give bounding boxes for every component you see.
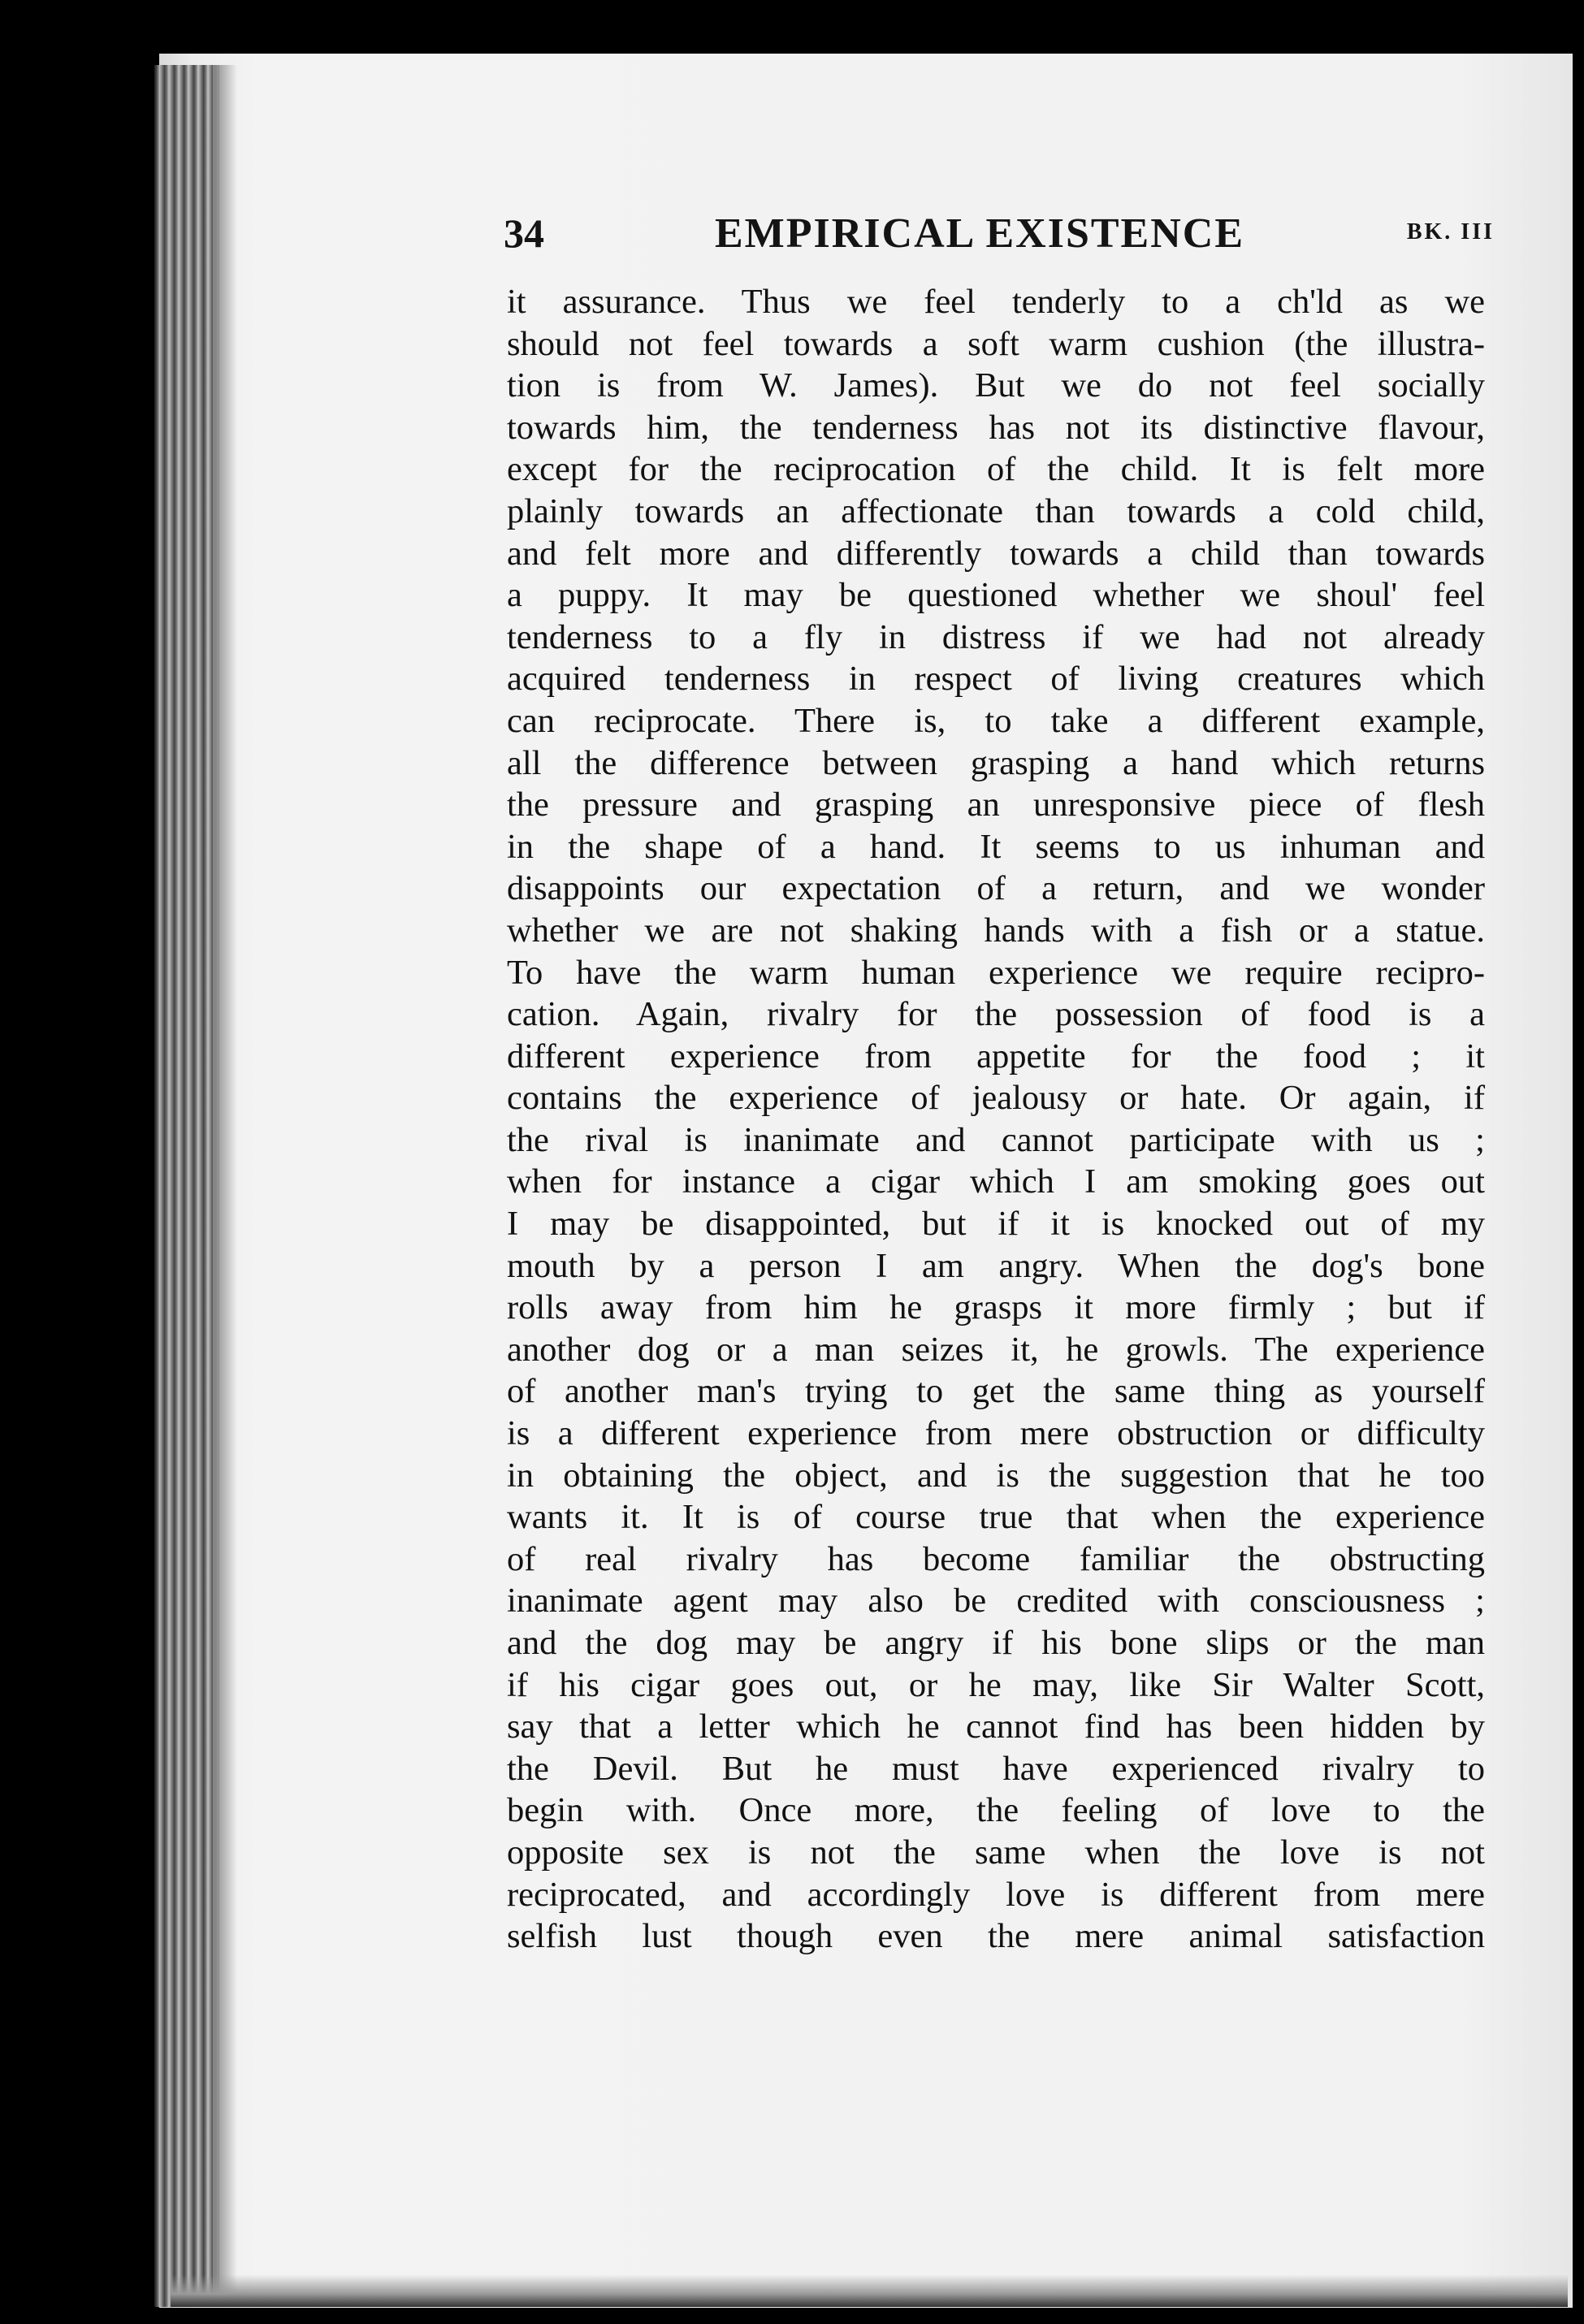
book-reference: BK. III [1406, 219, 1495, 245]
text-line: plainly towards an affectionate than towards a cold child, [507, 491, 1485, 530]
text-line: wants it. It is of course true that when the experience [507, 1498, 1485, 1537]
text-line: begin with. Once more, the feeling of love to the [507, 1791, 1485, 1830]
text-line: of another man's trying to get the same thing as yourself [507, 1372, 1485, 1411]
text-line: a puppy. It may be questioned whether we shoul' feel [507, 576, 1485, 615]
text-line: tenderness to a fly in distress if we had not already [507, 617, 1485, 656]
text-line: of real rivalry has become familiar the obstructing [507, 1539, 1485, 1578]
text-line: reciprocated, and accordingly love is different from mere [507, 1875, 1485, 1914]
page-number: 34 [504, 210, 544, 256]
text-line: selfish lust though even the mere animal satisfaction [507, 1917, 1485, 1956]
running-title: EMPIRICAL EXISTENCE [715, 210, 1245, 257]
text-line: the pressure and grasping an unresponsive piece of flesh [507, 785, 1485, 824]
text-line: and the dog may be angry if his bone slips or the man [507, 1624, 1485, 1662]
text-line: in the shape of a hand. It seems to us inhuman and [507, 827, 1485, 866]
text-line: whether we are not shaking hands with a fish or a statue. [507, 911, 1485, 950]
text-line: acquired tenderness in respect of living creatures which [507, 660, 1485, 699]
page-bottom-edge [171, 2274, 1568, 2307]
text-line: tion is from W. James). But we do not feel socially [507, 366, 1485, 405]
text-line: can reciprocate. There is, to take a different example, [507, 701, 1485, 740]
text-line: different experience from appetite for the food ; it [507, 1036, 1485, 1075]
text-line: is a different experience from mere obstruction or difficulty [507, 1414, 1485, 1453]
text-line: opposite sex is not the same when the love is not [507, 1833, 1485, 1872]
text-line: towards him, the tenderness has not its distinctive flavour, [507, 408, 1485, 447]
text-line: except for the reciprocation of the child. It is felt more [507, 450, 1485, 489]
text-line: say that a letter which he cannot find has been hidden by [507, 1707, 1485, 1746]
text-line: inanimate agent may also be credited with consciousness ; [507, 1582, 1485, 1621]
text-line: when for instance a cigar which I am smoking goes out [507, 1162, 1485, 1201]
page-header [504, 210, 1495, 266]
text-line: the rival is inanimate and cannot participate with us ; [507, 1120, 1485, 1159]
body-text [507, 281, 1485, 1958]
text-line: and felt more and differently towards a child than towards [507, 534, 1485, 573]
text-line: rolls away from him he grasps it more firmly ; but if [507, 1288, 1485, 1327]
text-line: another dog or a man seizes it, he growls. The experience [507, 1330, 1485, 1369]
text-line: contains the experience of jealousy or hate. Or again, if [507, 1079, 1485, 1118]
text-line: cation. Again, rivalry for the possession of food is a [507, 995, 1485, 1034]
text-line: mouth by a person I am angry. When the dog's bone [507, 1246, 1485, 1285]
text-line: it assurance. Thus we feel tenderly to a ch'ld as we [507, 283, 1485, 321]
text-line: disappoints our expectation of a return, and we wonder [507, 869, 1485, 908]
text-line: the Devil. But he must have experienced rivalry to [507, 1749, 1485, 1788]
text-line: if his cigar goes out, or he may, like Sir Walter Scott, [507, 1665, 1485, 1704]
text-line: all the difference between grasping a hand which returns [507, 743, 1485, 782]
text-line: in obtaining the object, and is the suggestion that he too [507, 1456, 1485, 1495]
gutter-shadow [213, 65, 237, 2307]
text-line: To have the warm human experience we require recipro- [507, 953, 1485, 992]
book-gutter [154, 65, 219, 2307]
text-line: should not feel towards a soft warm cushion (the illustra- [507, 324, 1485, 363]
text-line: I may be disappointed, but if it is knocked out of my [507, 1205, 1485, 1244]
